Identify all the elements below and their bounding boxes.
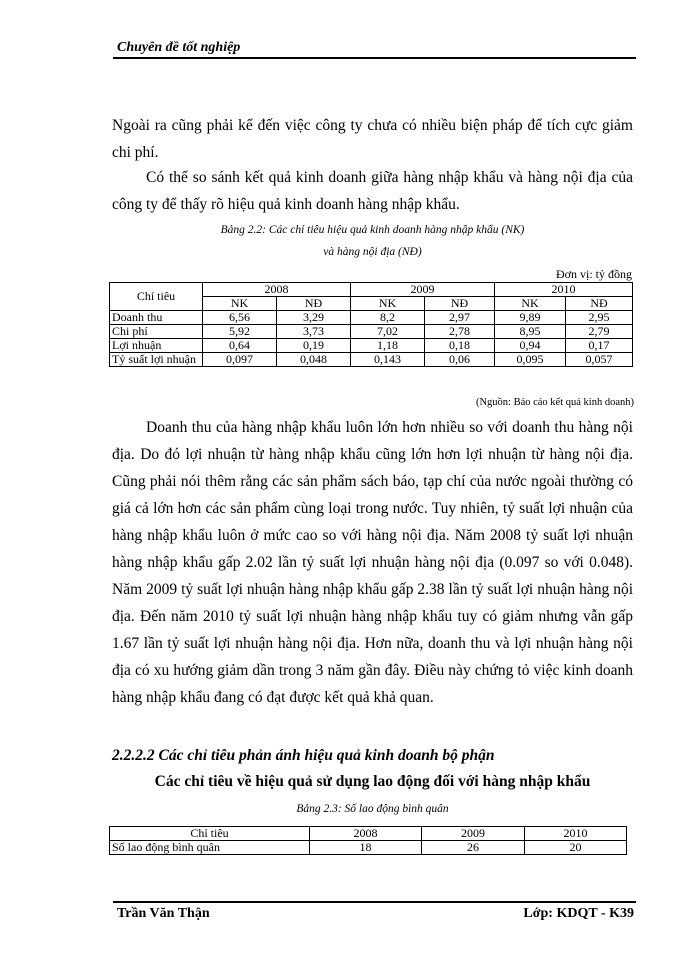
table1-caption-line2: và hàng nội địa (NĐ)	[323, 246, 422, 258]
table-row	[110, 353, 633, 367]
paragraph-1: Ngoài ra cũng phải kể đến việc công ty chưa có nhiều biện pháp để tích cực giảm chi phí.	[112, 117, 633, 161]
table-row	[110, 339, 633, 353]
footer-divider	[113, 901, 636, 903]
header-cell: 2010	[525, 827, 627, 841]
section-heading: 2.2.2.2 Các chỉ tiêu phản ánh hiệu quả kinh doanh bộ phận	[112, 747, 495, 764]
year-header: 2009	[351, 283, 495, 297]
table-cell: 5,92	[203, 325, 277, 339]
sub-header-nk: NK	[203, 297, 277, 311]
row-label: Tỷ suất lợi nhuận	[110, 353, 203, 367]
row-label: Số lao động bình quân	[110, 841, 310, 855]
table-cell: 0,17	[566, 339, 633, 353]
table1-caption-line1: Bảng 2.2: Các chỉ tiêu hiệu quả kinh doanh hàng nhập khẩu (NK)	[220, 224, 525, 236]
footer-class: Lớp: KDQT - K39	[523, 906, 634, 921]
table-cell: 1,18	[351, 339, 425, 353]
table-row	[110, 325, 633, 339]
row-label: Chi phí	[110, 325, 203, 339]
year-header: 2008	[203, 283, 351, 297]
table-cell: 8,2	[351, 311, 425, 325]
table-cell: 0,18	[425, 339, 495, 353]
table-cell: 6,56	[203, 311, 277, 325]
table-cell: 0,06	[425, 353, 495, 367]
table-cell: 2,78	[425, 325, 495, 339]
table-cell: 0,19	[277, 339, 351, 353]
header-cell: Chỉ tiêu	[110, 827, 310, 841]
table-cell: 2,97	[425, 311, 495, 325]
sub-header-nk: NK	[495, 297, 566, 311]
table-cell: 20	[525, 841, 627, 855]
table-cell: 8,95	[495, 325, 566, 339]
running-header: Chuyên đề tốt nghiệp	[117, 40, 241, 55]
table-cell: 7,02	[351, 325, 425, 339]
labor-table	[109, 826, 627, 855]
header-divider	[113, 57, 636, 59]
table-cell: 3,29	[277, 311, 351, 325]
sub-header-nk: NK	[351, 297, 425, 311]
row-label: Doanh thu	[110, 311, 203, 325]
table-cell: 0,143	[351, 353, 425, 367]
table2-caption: Bảng 2.3: Số lao động bình quân	[296, 803, 449, 815]
table1-unit: Đơn vị: tỷ đồng	[555, 267, 632, 281]
business-efficiency-table	[109, 282, 633, 367]
table-cell: 2,95	[566, 311, 633, 325]
table-row	[110, 311, 633, 325]
table-header-row	[110, 283, 633, 297]
sub-header-nd: NĐ	[425, 297, 495, 311]
paragraph-3: Doanh thu của hàng nhập khẩu luôn lớn hơn nhiều so với doanh thu hàng nội địa. Do đó lợi nhuận từ hàng nhập khẩu cũng lớn hơn lợi nhuận từ hàng nội địa. Cũng phải nói thêm rằng các sản phẩm sách báo, tạp chí của nước ngoài thường có giá cả lớn hơn các sản phẩm cùng loại trong nước. Tuy nhiên, tỷ suất lợi nhuận của hàng nhập khẩu luôn ở mức cao so với hàng nội địa. Năm 2008 tỷ suất lợi nhuận hàng nhập khẩu gấp 2.02 lần tỷ suất lợi nhuận hàng nội địa (0.097 so với 0.048). Năm 2009 tỷ suất lợi nhuận hàng nhập khẩu gấp 2.38 lần tỷ suất lợi nhuận hàng nội địa. Đến năm 2010 tỷ suất lợi nhuận hàng nhập khẩu tuy có giảm nhưng vẫn gấp 1.67 lần tỷ suất lợi nhuận hàng nội địa. Hơn nữa, doanh thu và lợi nhuận hàng nội địa có xu hướng giảm dần trong 3 năm gần đây. Điều này chứng tỏ việc kinh doanh hàng nhập khẩu đang có đạt được kết quả khả quan.	[112, 419, 633, 706]
table1-source: (Nguồn: Báo cáo kết quả kinh doanh)	[475, 397, 634, 408]
table-cell: 0,048	[277, 353, 351, 367]
footer-author: Trần Văn Thận	[117, 906, 210, 921]
row-label: Lợi nhuận	[110, 339, 203, 353]
sub-heading: Các chỉ tiêu về hiệu quả sử dụng lao động đối với hàng nhập khẩu	[154, 773, 591, 790]
sub-header-nd: NĐ	[277, 297, 351, 311]
table-cell: 2,79	[566, 325, 633, 339]
table-cell: 0,64	[203, 339, 277, 353]
header-cell: 2009	[422, 827, 525, 841]
sub-header-nd: NĐ	[566, 297, 633, 311]
table-header-row	[110, 827, 627, 841]
header-cell: 2008	[310, 827, 422, 841]
table-cell: 0,097	[203, 353, 277, 367]
paragraph-2: Có thể so sánh kết quả kinh doanh giữa hàng nhập khẩu và hàng nội địa của công ty để thấy rõ hiệu quả kinh doanh hàng nhập khẩu.	[112, 169, 633, 213]
table-cell: 3,73	[277, 325, 351, 339]
table-cell: 26	[422, 841, 525, 855]
year-header: 2010	[495, 283, 633, 297]
table-cell: 0,057	[566, 353, 633, 367]
table-cell: 9,89	[495, 311, 566, 325]
table-cell: 18	[310, 841, 422, 855]
table-cell: 0,94	[495, 339, 566, 353]
corner-cell: Chỉ tiêu	[110, 283, 203, 311]
table-cell: 0,095	[495, 353, 566, 367]
table-row	[110, 841, 627, 855]
